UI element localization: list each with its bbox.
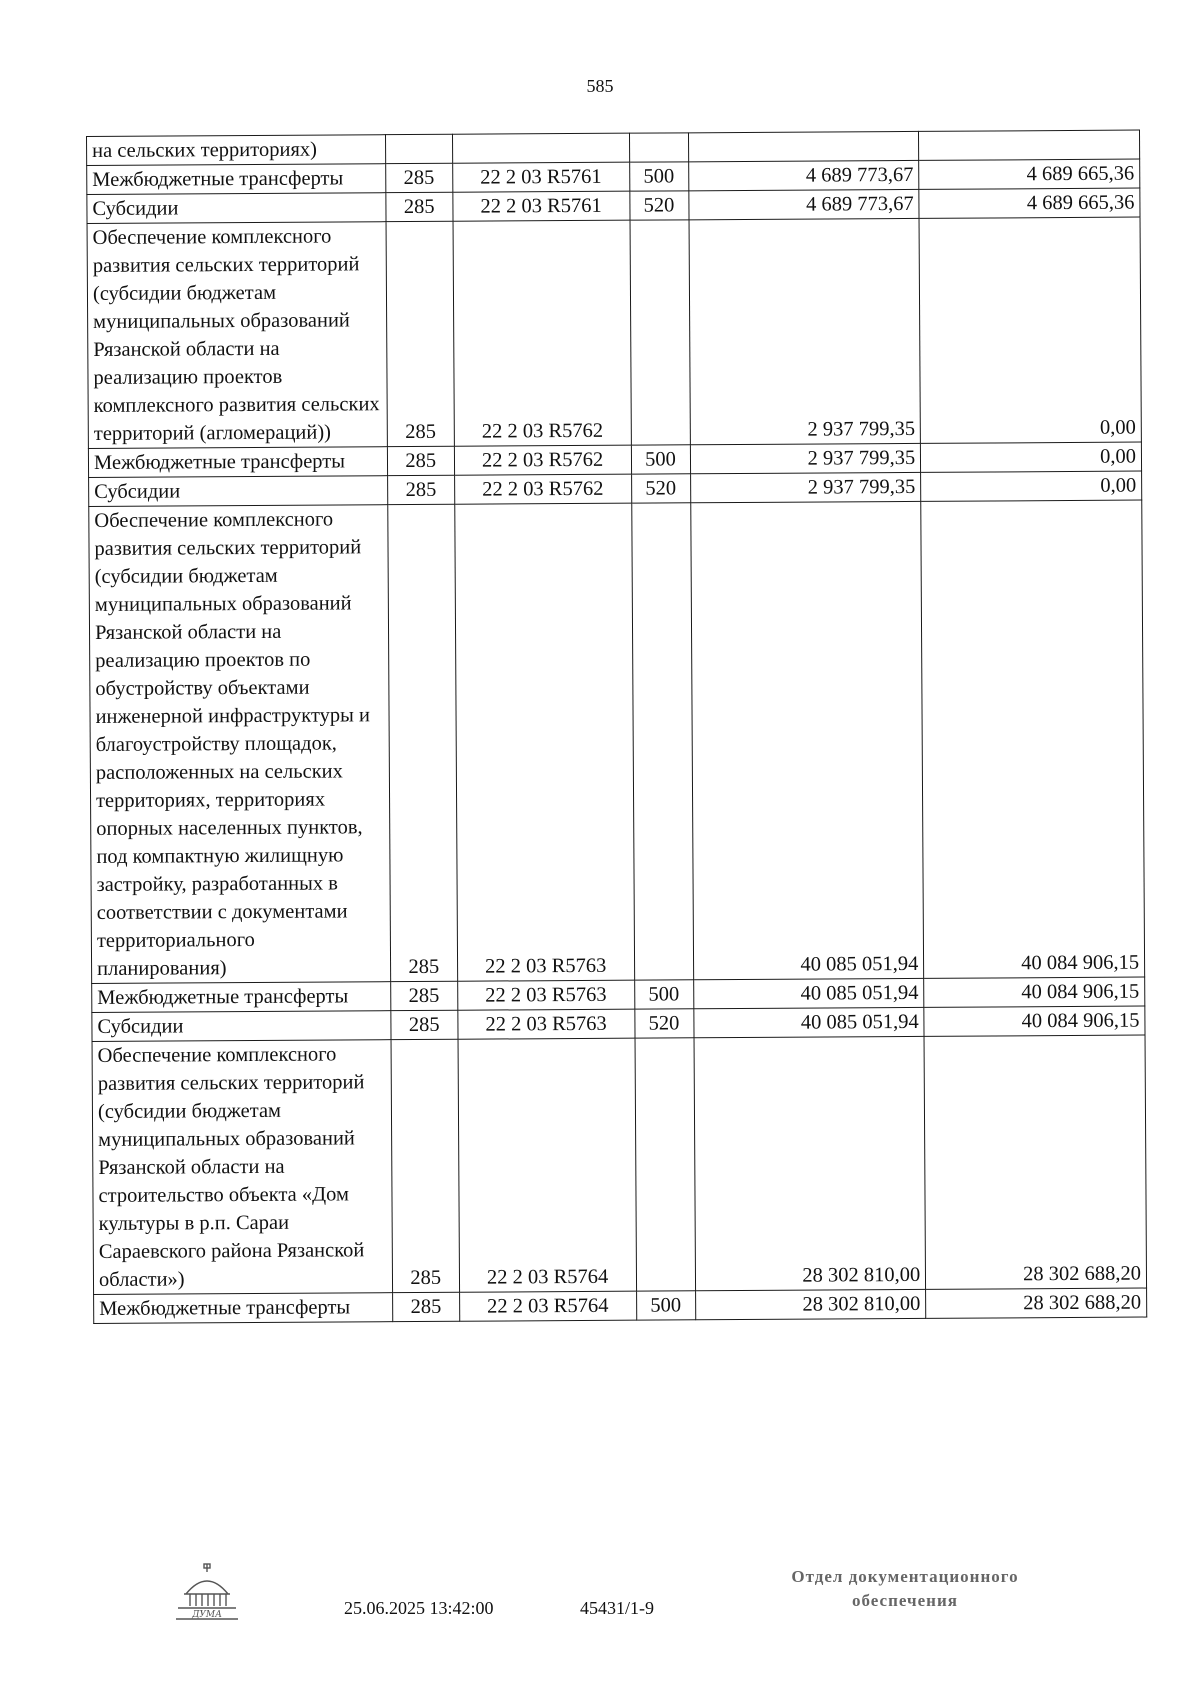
cell-name: Обеспечение комплексного развития сельских территорий (субсидии бюджетам муниципальных образований Рязанской области на реализацию проектов комплексного развития сельских территорий (агломераций)) <box>87 222 387 449</box>
cell-ved: 285 <box>391 1010 458 1039</box>
cell-vr: 520 <box>634 1009 693 1038</box>
cell-name: на сельских территориях) <box>87 135 386 166</box>
cell-sum-2: 28 302 688,20 <box>926 1288 1147 1318</box>
cell-vr: 500 <box>631 445 690 474</box>
cell-csr: 22 2 03 R5762 <box>454 445 631 475</box>
cell-csr: 22 2 03 R5763 <box>458 1009 635 1039</box>
cell-csr: 22 2 03 R5764 <box>458 1038 636 1292</box>
cell-vr: 520 <box>631 474 690 503</box>
cell-ved: 285 <box>388 504 458 981</box>
cell-sum-1: 2 937 799,35 <box>690 443 921 473</box>
cell-sum-2: 4 689 665,36 <box>919 159 1140 189</box>
cell-ved: 285 <box>385 163 452 192</box>
cell-sum-1: 4 689 773,67 <box>688 189 919 219</box>
duma-logo <box>172 1562 242 1622</box>
cell-name: Обеспечение комплексного развития сельских территорий (субсидии бюджетам муниципальных образований Рязанской области на реализацию проектов по обустройству объектами инженерной инфраструктуры и благоустройству площадок, расположенных на сельских территориях, территориях опорных населенных пунктов, под компактную жилищную застройку, разработанных в соответствии с документами территориального планирования) <box>89 505 391 984</box>
cell-ved: 285 <box>386 192 453 221</box>
cell-sum-1 <box>688 131 919 161</box>
cell-csr: 22 2 03 R5764 <box>459 1291 636 1321</box>
cell-sum-1: 40 085 051,94 <box>693 1007 924 1037</box>
cell-ved: 285 <box>391 1039 459 1292</box>
cell-csr: 22 2 03 R5763 <box>457 980 634 1010</box>
cell-sum-2: 4 689 665,36 <box>919 188 1140 218</box>
cell-sum-1: 28 302 810,00 <box>695 1289 926 1319</box>
cell-csr: 22 2 03 R5762 <box>454 474 631 504</box>
footer-datetime: 25.06.2025 13:42:00 <box>344 1598 494 1618</box>
cell-csr: 22 2 03 R5761 <box>453 191 630 221</box>
cell-ved <box>385 134 452 163</box>
cell-sum-2: 0,00 <box>921 471 1142 501</box>
cell-vr <box>631 503 693 980</box>
department-stamp <box>740 1565 1070 1613</box>
cell-sum-1: 40 085 051,94 <box>690 501 924 979</box>
cell-csr: 22 2 03 R5763 <box>454 503 634 981</box>
footer-doc-number: 45431/1-9 <box>580 1598 654 1618</box>
cell-sum-1: 4 689 773,67 <box>688 160 919 190</box>
cell-sum-1: 40 085 051,94 <box>693 978 924 1008</box>
duma-logo-text: ДУМА <box>192 1610 222 1620</box>
table-row <box>92 1035 1147 1294</box>
cell-sum-1: 2 937 799,35 <box>689 218 921 444</box>
cell-vr <box>630 220 690 445</box>
budget-table <box>86 130 1147 1324</box>
cell-name: Межбюджетные трансферты <box>88 447 387 478</box>
cell-sum-2: 0,00 <box>919 217 1141 443</box>
cell-csr <box>452 133 629 163</box>
cell-sum-2: 0,00 <box>921 442 1142 472</box>
cell-name: Межбюджетные трансферты <box>94 1293 393 1324</box>
page-number: 585 <box>586 76 614 96</box>
table-row <box>87 217 1141 448</box>
cell-name: Межбюджетные трансферты <box>92 982 391 1013</box>
cell-vr: 500 <box>629 162 688 191</box>
cell-vr: 500 <box>634 980 693 1009</box>
cell-vr: 520 <box>629 191 688 220</box>
cell-ved: 285 <box>387 475 454 504</box>
cell-csr: 22 2 03 R5762 <box>453 220 631 446</box>
stamp-line-2: обеспечения <box>852 1591 958 1610</box>
cell-vr: 500 <box>636 1291 695 1320</box>
cell-csr: 22 2 03 R5761 <box>452 162 629 192</box>
cell-name: Обеспечение комплексного развития сельских территорий (субсидии бюджетам муниципальных образований Рязанской области на строительство объекта «Дом культуры в р.п. Сараи Сараевского района Рязанской области») <box>92 1040 392 1295</box>
table-row <box>89 500 1145 983</box>
cell-sum-1: 28 302 810,00 <box>694 1036 926 1290</box>
stamp-line-1: Отдел документационного <box>791 1567 1019 1586</box>
cell-name: Субсидии <box>92 1011 391 1042</box>
cell-ved: 285 <box>392 1292 459 1321</box>
cell-name: Межбюджетные трансферты <box>87 164 386 195</box>
cell-name: Субсидии <box>87 193 386 224</box>
cell-ved: 285 <box>386 221 454 446</box>
cell-sum-2: 40 084 906,15 <box>924 1006 1145 1036</box>
cell-sum-2 <box>919 130 1140 160</box>
cell-vr <box>629 133 688 162</box>
cell-ved: 285 <box>387 446 454 475</box>
cell-ved: 285 <box>390 981 457 1010</box>
cell-name: Субсидии <box>89 476 388 507</box>
cell-sum-2: 28 302 688,20 <box>924 1035 1146 1289</box>
cell-vr <box>635 1038 696 1291</box>
cell-sum-2: 40 084 906,15 <box>924 977 1145 1007</box>
table-row <box>94 1288 1147 1323</box>
cell-sum-2: 40 084 906,15 <box>921 500 1145 978</box>
cell-sum-1: 2 937 799,35 <box>690 472 921 502</box>
